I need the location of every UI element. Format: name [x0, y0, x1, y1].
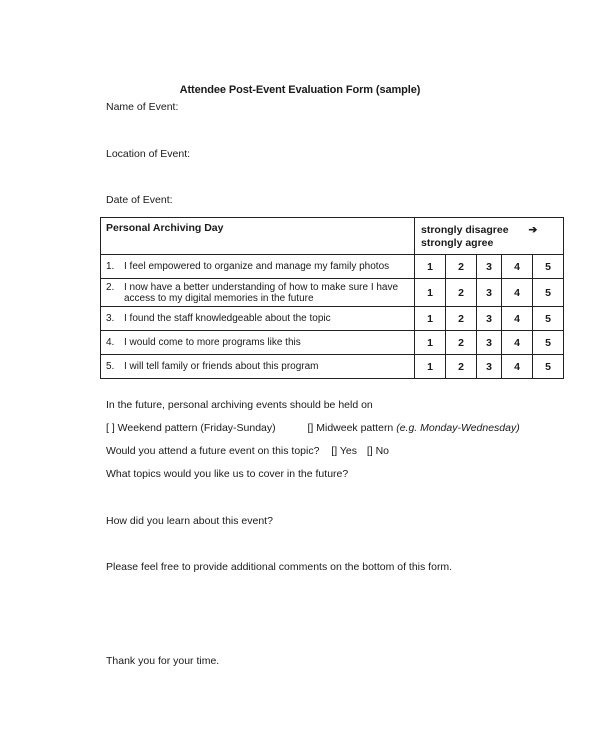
question-text: I would come to more programs like this [124, 337, 301, 348]
rating-cell-1[interactable]: 1 [415, 355, 446, 379]
question-cell [101, 255, 415, 279]
attend-future-question: Would you attend a future event on this topic? [106, 445, 320, 457]
name-of-event-label: Name of Event: [106, 101, 179, 113]
question-text: I now have a better understanding of how to make sure I have access to my digital memories in the future [124, 281, 399, 304]
location-of-event-label: Location of Event: [106, 148, 191, 160]
scale-header-high: strongly agree [421, 237, 494, 249]
table-row [101, 331, 564, 355]
rating-cell-4[interactable]: 4 [502, 279, 533, 307]
scale-header [415, 218, 564, 255]
table-row [101, 355, 564, 379]
question-number: 4. [106, 337, 115, 348]
rating-cell-3[interactable]: 3 [477, 355, 502, 379]
rating-cell-5[interactable]: 5 [533, 279, 564, 307]
question-cell [101, 279, 415, 307]
question-number: 3. [106, 313, 115, 324]
midweek-option[interactable]: [] Midweek pattern [307, 422, 394, 434]
question-cell [101, 307, 415, 331]
attend-future-row [106, 445, 389, 457]
rating-cell-5[interactable]: 5 [533, 355, 564, 379]
rating-cell-4[interactable]: 4 [502, 307, 533, 331]
rating-cell-1[interactable]: 1 [415, 279, 446, 307]
scale-header-low: strongly disagree [421, 224, 509, 236]
how-learn-question: How did you learn about this event? [106, 515, 273, 527]
rating-cell-1[interactable]: 1 [415, 331, 446, 355]
rating-cell-2[interactable]: 2 [446, 355, 477, 379]
question-text: I found the staff knowledgeable about the topic [124, 313, 331, 324]
rating-cell-3[interactable]: 3 [477, 255, 502, 279]
table-row [101, 307, 564, 331]
midweek-example: (e.g. Monday-Wednesday) [396, 422, 520, 434]
rating-cell-5[interactable]: 5 [533, 331, 564, 355]
rating-cell-2[interactable]: 2 [446, 331, 477, 355]
question-cell [101, 331, 415, 355]
question-number: 5. [106, 361, 115, 372]
no-option[interactable]: [] No [366, 445, 390, 457]
rating-cell-3[interactable]: 3 [477, 307, 502, 331]
rating-cell-2[interactable]: 2 [446, 279, 477, 307]
evaluation-table [100, 217, 564, 379]
rating-cell-4[interactable]: 4 [502, 355, 533, 379]
comments-prompt: Please feel free to provide additional comments on the bottom of this form. [106, 561, 453, 573]
rating-cell-4[interactable]: 4 [502, 255, 533, 279]
weekend-option[interactable]: [ ] Weekend pattern (Friday-Sunday) [106, 422, 276, 434]
table-row [101, 255, 564, 279]
question-text: I will tell family or friends about this program [124, 361, 319, 372]
question-number: 2. [106, 281, 115, 293]
rating-cell-2[interactable]: 2 [446, 255, 477, 279]
table-row [101, 279, 564, 307]
yes-option[interactable]: [] Yes [331, 445, 357, 457]
form-title: Attendee Post-Event Evaluation Form (sample) [179, 84, 421, 96]
right-arrow-icon: ➔ [528, 224, 538, 236]
thank-you-text: Thank you for your time. [106, 655, 220, 667]
rating-cell-3[interactable]: 3 [477, 279, 502, 307]
rating-cell-5[interactable]: 5 [533, 307, 564, 331]
rating-cell-4[interactable]: 4 [502, 331, 533, 355]
table-header-row [101, 218, 564, 255]
table-header-title: Personal Archiving Day [101, 218, 415, 255]
question-cell [101, 355, 415, 379]
topics-question: What topics would you like us to cover in the future? [106, 468, 349, 480]
schedule-options [106, 422, 520, 434]
rating-cell-2[interactable]: 2 [446, 307, 477, 331]
question-text: I feel empowered to organize and manage my family photos [124, 261, 390, 272]
rating-cell-1[interactable]: 1 [415, 255, 446, 279]
question-number: 1. [106, 261, 115, 272]
rating-cell-3[interactable]: 3 [477, 331, 502, 355]
rating-cell-1[interactable]: 1 [415, 307, 446, 331]
date-of-event-label: Date of Event: [106, 194, 173, 206]
future-events-question: In the future, personal archiving events should be held on [106, 399, 373, 411]
rating-cell-5[interactable]: 5 [533, 255, 564, 279]
